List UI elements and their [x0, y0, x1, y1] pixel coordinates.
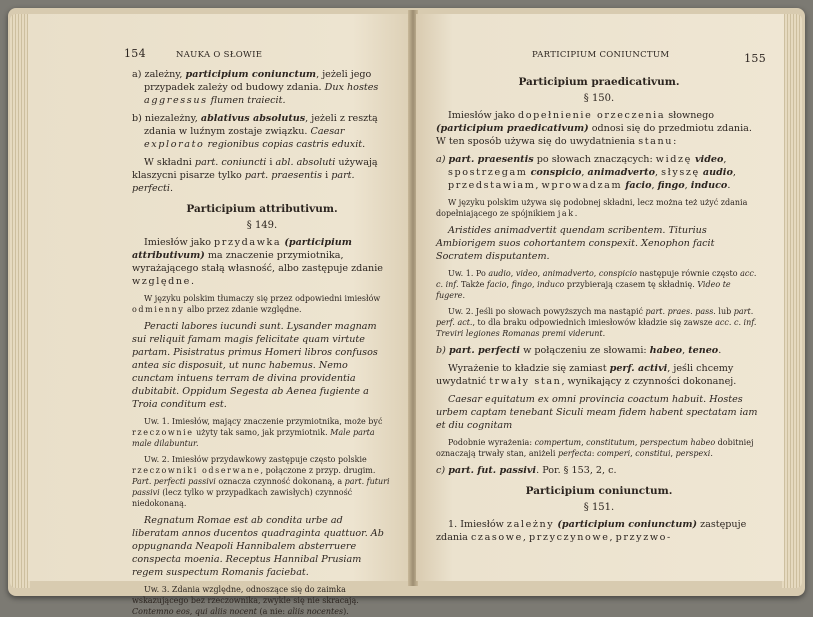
- section-number: § 149.: [246, 220, 278, 231]
- text-paragraph: Peracti labores iucundi sunt. Lysander magnam sui reliquit famam magis felicitate quam virtute partam. Pisistratus primus Homeri libros confusos antea sic disposuit, ut nunc habemus. Nemo cunctam intuens terram de divina providentia dubitabit. Oppidum Segesta ab Aenea fugiente a Troia conditum est.: [132, 321, 378, 410]
- page-edges-left: [10, 14, 30, 588]
- right-page: [416, 14, 784, 581]
- text-paragraph: Caesar equitatum ex omni provincia coactum habuit. Hostes urbem captam tenebant Siculi meam fidem habent spectatam iam et diu cognitam: [436, 394, 758, 431]
- text-paragraph: Podobnie wyrażenia: compertum, constitutum, perspectum habeo dobitniej oznaczają trwały stan, aniżeli perfecta: comperi, constitui, perspexi.: [436, 438, 754, 458]
- text-paragraph: a) part. praesentis po słowach znaczących: widzę video, spostrzegam conspicio, animadverto, słyszę audio, przedstawiam, wprowadzam facio, fingo, induco.: [436, 154, 736, 191]
- text-paragraph: c) part. fut. passivi. Por. § 153, 2, c.: [436, 465, 617, 476]
- right-page-content: [436, 76, 762, 544]
- section-number: § 151.: [583, 502, 615, 513]
- left-page: [28, 14, 410, 616]
- text-paragraph: W języku polskim używa się podobnej składni, lecz można też użyć zdania dopełniającego ze spójnikiem jak.: [436, 198, 748, 218]
- left-page-number: 154: [124, 47, 146, 60]
- section-number: § 150.: [583, 93, 615, 104]
- section-heading: Participium attributivum.: [186, 203, 338, 215]
- text-paragraph: Uw. 1. Po audio, video, animadverto, conspicio następuje równie często acc. c. inf. Także facio, fingo, induco przybierają czasem tę składnię. Video te fugere.: [436, 269, 757, 300]
- text-paragraph: 1. Imiesłów zależny (participium coniunctum) zastępuje zdania czasowe, przyczynowe, przyzwo-: [436, 519, 747, 543]
- left-page-content: [132, 68, 392, 617]
- left-running-head: [124, 47, 392, 68]
- left-running-title: NAUKA O SŁOWIE: [176, 50, 263, 60]
- text-paragraph: W składni part. coniuncti i abl. absoluti używają klaszycni pisarze tylko part. praesentis i part. perfecti.: [132, 157, 378, 194]
- text-paragraph: b) part. perfecti w połączeniu ze słowami: habeo, teneo.: [436, 345, 722, 356]
- text-paragraph: Uw. 3. Zdania względne, odnoszące się do zaimka wskazującego bez rzeczownika, zwykle się nie skracają. Contemno eos, qui aliis nocent (a nie: aliis nocentes).: [132, 585, 359, 616]
- text-paragraph: Imiesłów jako dopełnienie orzeczenia słownego (participium praedicativum) odnosi się do przedmiotu zdania. W ten sposób używa się do uwydatnienia stanu:: [436, 110, 752, 147]
- text-paragraph: Regnatum Romae est ab condita urbe ad liberatam annos ducentos quadraginta quattuor. Ab oppugnanda Neapoli Hannibalem absterruere conspecta moenia. Receptus Hannibal Prusiam regem suspectum Romanis faciebat.: [132, 515, 384, 578]
- text-paragraph: Uw. 2. Jeśli po słowach powyższych ma nastąpić part. praes. pass. lub part. perf. act., to dla braku odpowiednich imiesłowów kładzie się zawsze acc. c. inf. Treviri legiones Romanas premi viderunt.: [436, 307, 757, 338]
- text-paragraph: Imiesłów jako przydawka (participium attributivum) ma znaczenie przymiotnika, wyrażającego stałą własność, albo zastępuje zdanie względne.: [132, 237, 383, 287]
- section-heading: Participium coniunctum.: [525, 485, 673, 497]
- text-paragraph: a) zależny, participium coniunctum, jeżeli jego przypadek zależy od budowy zdania. Dux hostes aggressus flumen traiecit.: [132, 69, 379, 106]
- page-edges-right: [782, 14, 802, 588]
- section-heading: Participium praedicativum.: [518, 76, 680, 88]
- right-running-head: [436, 50, 766, 68]
- text-paragraph: W języku polskim tłumaczy się przez odpowiedni imiesłów odmienny albo przez zdanie względne.: [132, 294, 381, 314]
- right-running-title: PARTICIPIUM CONIUNCTUM: [532, 50, 670, 60]
- text-paragraph: Uw. 2. Imiesłów przydawkowy zastępuje często polskie rzeczowniki odserwane, połączone z przyp. drugim. Part. perfecti passivi oznacza czynność dokonaną, a part. futuri passivi (lecz tylko w przypadkach zawisłych) czynność niedokonaną.: [132, 455, 390, 508]
- text-paragraph: Uw. 1. Imiesłów, mający znaczenie przymiotnika, może być rzeczownie użyty tak samo, jak przymiotnik. Male parta male dilabuntur.: [132, 417, 383, 448]
- text-paragraph: b) niezależny, ablativus absolutus, jeżeli z resztą zdania w luźnym zostaje związku. Caesar explorato regionibus copias castris eduxit.: [132, 113, 378, 150]
- text-paragraph: Wyrażenie to kładzie się zamiast perf. activi, jeśli chcemy uwydatnić trwały stan, wynikający z czynności dokonanej.: [436, 363, 737, 387]
- text-paragraph: Aristides animadvertit quendam scribentem. Titurius Ambiorigem suos cohortantem conspexit. Xenophon facit Socratem disputantem.: [436, 225, 715, 262]
- right-page-number: 155: [744, 52, 766, 65]
